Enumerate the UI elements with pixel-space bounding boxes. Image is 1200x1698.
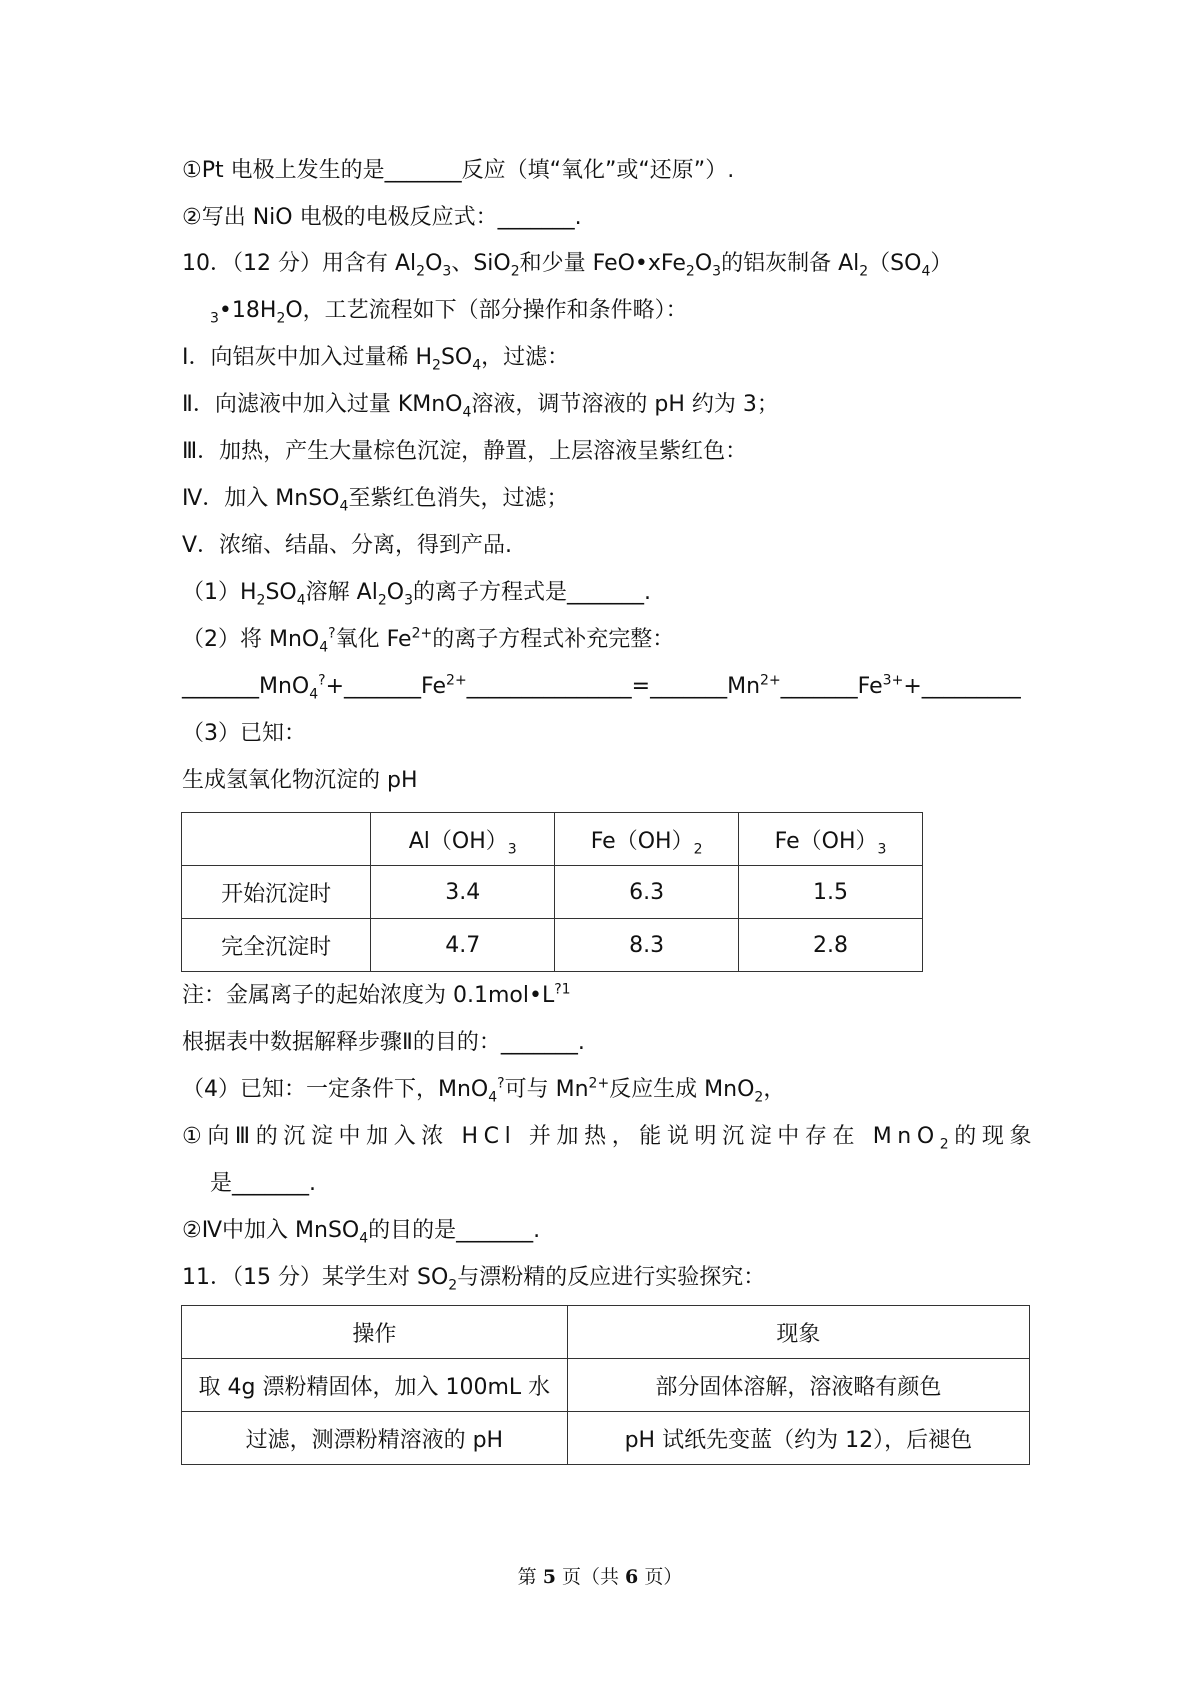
table-header-cell: 操作: [182, 1306, 568, 1359]
table-caption: 生成氢氧化物沉淀的 pH: [182, 768, 418, 793]
table-cell: 过滤，测漂粉精溶液的 pH: [182, 1412, 568, 1465]
q10-part4: （4）已知：一定条件下，MnO$_4$?可与 $Mn^{2+}$反应生成 MnO$_2$，: [182, 1075, 786, 1106]
table-cell: 取 4g 漂粉精固体，加入 100mL 水: [182, 1359, 568, 1412]
step-4: Ⅳ．加入 MnSO$_4$至紫红色消失，过滤；: [182, 486, 569, 515]
table-row: [182, 919, 923, 972]
table-cell: 8.3: [555, 919, 739, 972]
table-header-cell: 现象: [567, 1306, 1029, 1359]
table-row: [182, 866, 923, 919]
table-cell: 6.3: [555, 866, 739, 919]
table-cell: 3.4: [371, 866, 555, 919]
q10-part1: $(1)H_2SO_4$溶解 $Al_2O_3$的离子方程式是_______.: [182, 580, 651, 609]
q10-part2: （2）将 MnO$_4$?氧化 $Fe^{2+}$的离子方程式补充完整：: [182, 625, 675, 656]
explain-step2: 根据表中数据解释步骤Ⅱ的目的：_______.: [182, 1030, 585, 1055]
step-5: Ⅴ．浓缩、结晶、分离，得到产品.: [182, 533, 513, 558]
table-header-cell: $Fe(OH)_3$: [739, 813, 923, 866]
table-row: [182, 1359, 1030, 1412]
table-header-cell: $Al(OH)_3$: [371, 813, 555, 866]
q11-stem: 11．（15 分）某学生对 $SO_2$与漂粉精的反应进行实验探究：: [182, 1265, 766, 1294]
q10-part4-1: ①向Ⅲ的沉淀中加入浓 HCl 并加热，能说明沉淀中存在 MnO$_2$的现象: [182, 1124, 1038, 1153]
table-cell: 部分固体溶解，溶液略有颜色: [567, 1359, 1029, 1412]
ph-table: [181, 812, 923, 972]
q10-part3: （3）已知：: [182, 721, 306, 746]
table-header-cell: [182, 813, 371, 866]
q10-part4-1-cont: 是_______.: [210, 1171, 316, 1196]
q10-stem-cont: $_3•18H_2O$，工艺流程如下（部分操作和条件略）：: [210, 298, 688, 327]
table-cell: 1.5: [739, 866, 923, 919]
table-header-cell: $Fe(OH)_2$: [555, 813, 739, 866]
table-row: [182, 1306, 1030, 1359]
q10-part4-2: ②Ⅳ中加入 MnSO$_4$的目的是_______.: [182, 1218, 541, 1247]
ionic-equation: $\_\_\_\_\_\_\_MnO_4^?+\_\_\_\_\_\_\_Fe^{2+}\_\_\_\_\_\_\_\_\_\_\_\_\_\_\_=\_\_\_\_\_\_\_Mn^{2+}\_\_\_\_\_\_\_Fe^{3+}+\_\_\_\_\_\_\_\_\_$: [182, 672, 1021, 703]
table-cell: 2.8: [739, 919, 923, 972]
step-3: Ⅲ．加热，产生大量棕色沉淀，静置，上层溶液呈紫红色：: [182, 439, 748, 464]
experiment-table: [181, 1305, 1030, 1465]
q9-part1: ①Pt 电极上发生的是_______反应（填“氧化”或“还原”）.: [182, 158, 735, 183]
table-cell: 4.7: [371, 919, 555, 972]
table-cell: pH 试纸先变蓝（约为 12），后褪色: [567, 1412, 1029, 1465]
step-1: Ⅰ．向铝灰中加入过量稀 $H_2SO_4$，过滤：: [182, 345, 570, 374]
table-row-label: 完全沉淀时: [182, 919, 371, 972]
table-row: [182, 1412, 1030, 1465]
q9-part2: ②写出 NiO 电极的电极反应式：_______.: [182, 205, 582, 230]
table-row-label: 开始沉淀时: [182, 866, 371, 919]
table-note: 注：金属离子的起始浓度为 $0.1mol•L^{?1}$: [182, 981, 571, 1008]
step-2: Ⅱ．向滤液中加入过量 KMnO$_4$溶液，调节溶液的 pH 约为 3；: [182, 392, 779, 421]
table-row: [182, 813, 923, 866]
page-footer: 第 5 页（共 6 页）: [517, 1566, 683, 1588]
q10-stem: 10．（12 分）用含有 $Al_2O_3$、SiO$_2$和少量 $FeO•xFe_2O_3$的铝灰制备 $Al_2(SO_4)$: [182, 251, 953, 280]
